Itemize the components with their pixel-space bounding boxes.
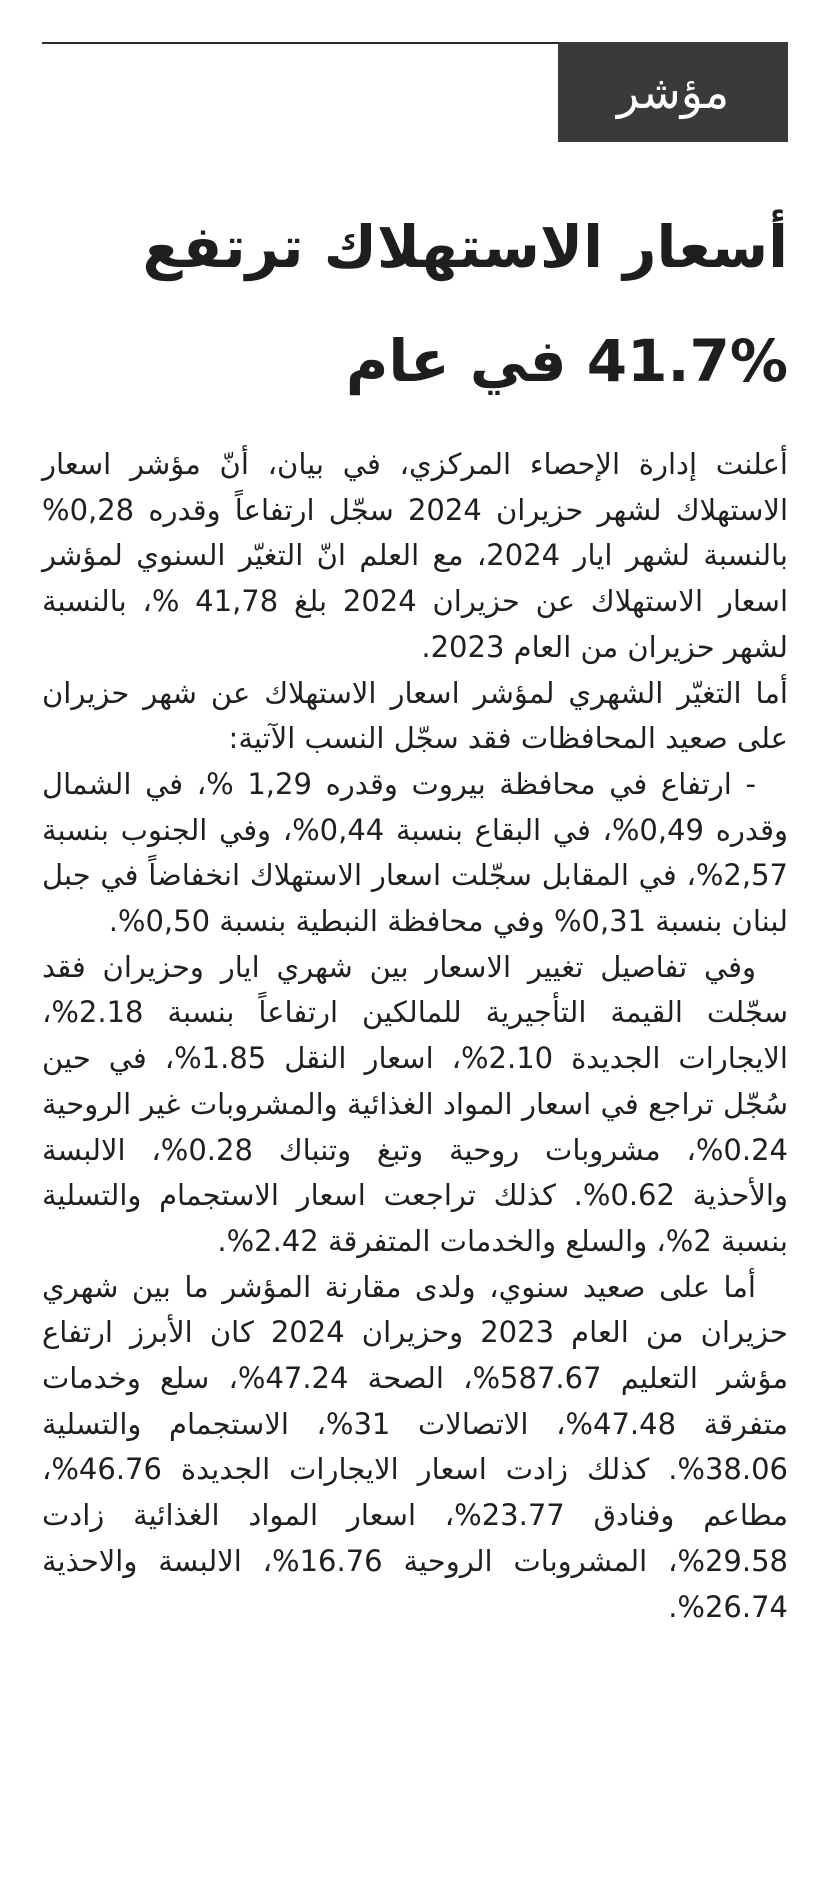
paragraph-monthly-details: وفي تفاصيل تغيير الاسعار بين شهري ايار وحزيران فقد سجّلت القيمة التأجيرية للمالكين ارتفاعاً بنسبة 2.18%، الايجارات الجديدة 2.10%، اسعار النقل 1.85%، في حين سُجّل تراجع في اسعار المواد الغذائية والمشروبات غير الروحية 0.24%، مشروبات روحية وتبغ وتنباك 0.28%، الالبسة والأحذية 0.62%. كذلك تراجعت اسعار الاستجمام والتسلية بنسبة 2%، والسلع والخدمات المتفرقة 2.42%. [42, 949, 788, 1258]
paragraph-annual-comparison: أما على صعيد سنوي، ولدى مقارنة المؤشر ما بين شهري حزيران من العام 2023 وحزيران 2024 كان الأبرز ارتفاع مؤشر التعليم 587.67%، الصحة 47.24%، سلع وخدمات متفرقة 47.48%، الاتصالات 31%، الاستجمام والتسلية 38.06%. كذلك زادت اسعار الايجارات الجديدة 46.76%، مطاعم وفنادق 23.77%، اسعار المواد الغذائية زادت 29.58%، المشروبات الروحية 16.76%، الالبسة والاحذية 26.74%. [42, 1269, 789, 1624]
paragraph-regions-list: - ارتفاع في محافظة بيروت وقدره 1,29 %، في الشمال وقدره 0,49%، في البقاع بنسبة 0,44%، وفي الجنوب بنسبة 2,57%، في المقابل سجّلت اسعار الاستهلاك انخفاضاً في جبل لبنان بنسبة 0,31% وفي محافظة النبطية بنسبة 0,50%. [42, 766, 788, 939]
headline-line-1: أسعار الاستهلاك ترتفع [142, 213, 788, 281]
headline-line-2: 41.7% في عام [345, 327, 788, 395]
paragraph-intro: أعلنت إدارة الإحصاء المركزي، في بيان، أنّ مؤشر اسعار الاستهلاك لشهر حزيران 2024 سجّل ارتفاعاً وقدره 0,28% بالنسبة لشهر ايار 2024، مع العلم انّ التغيّر السنوي لمؤشر اسعار الاستهلاك عن حزيران 2024 بلغ 41,78 %، بالنسبة لشهر حزيران من العام 2023. [42, 447, 789, 664]
section-tag: مؤشر [558, 42, 788, 142]
article-body [42, 442, 788, 1630]
paragraph-monthly-regions-intro: أما التغيّر الشهري لمؤشر اسعار الاستهلاك عن شهر حزيران على صعيد المحافظات فقد سجّل النسب الآتية: [42, 675, 788, 756]
headline [42, 190, 788, 418]
article-page [42, 42, 788, 1862]
